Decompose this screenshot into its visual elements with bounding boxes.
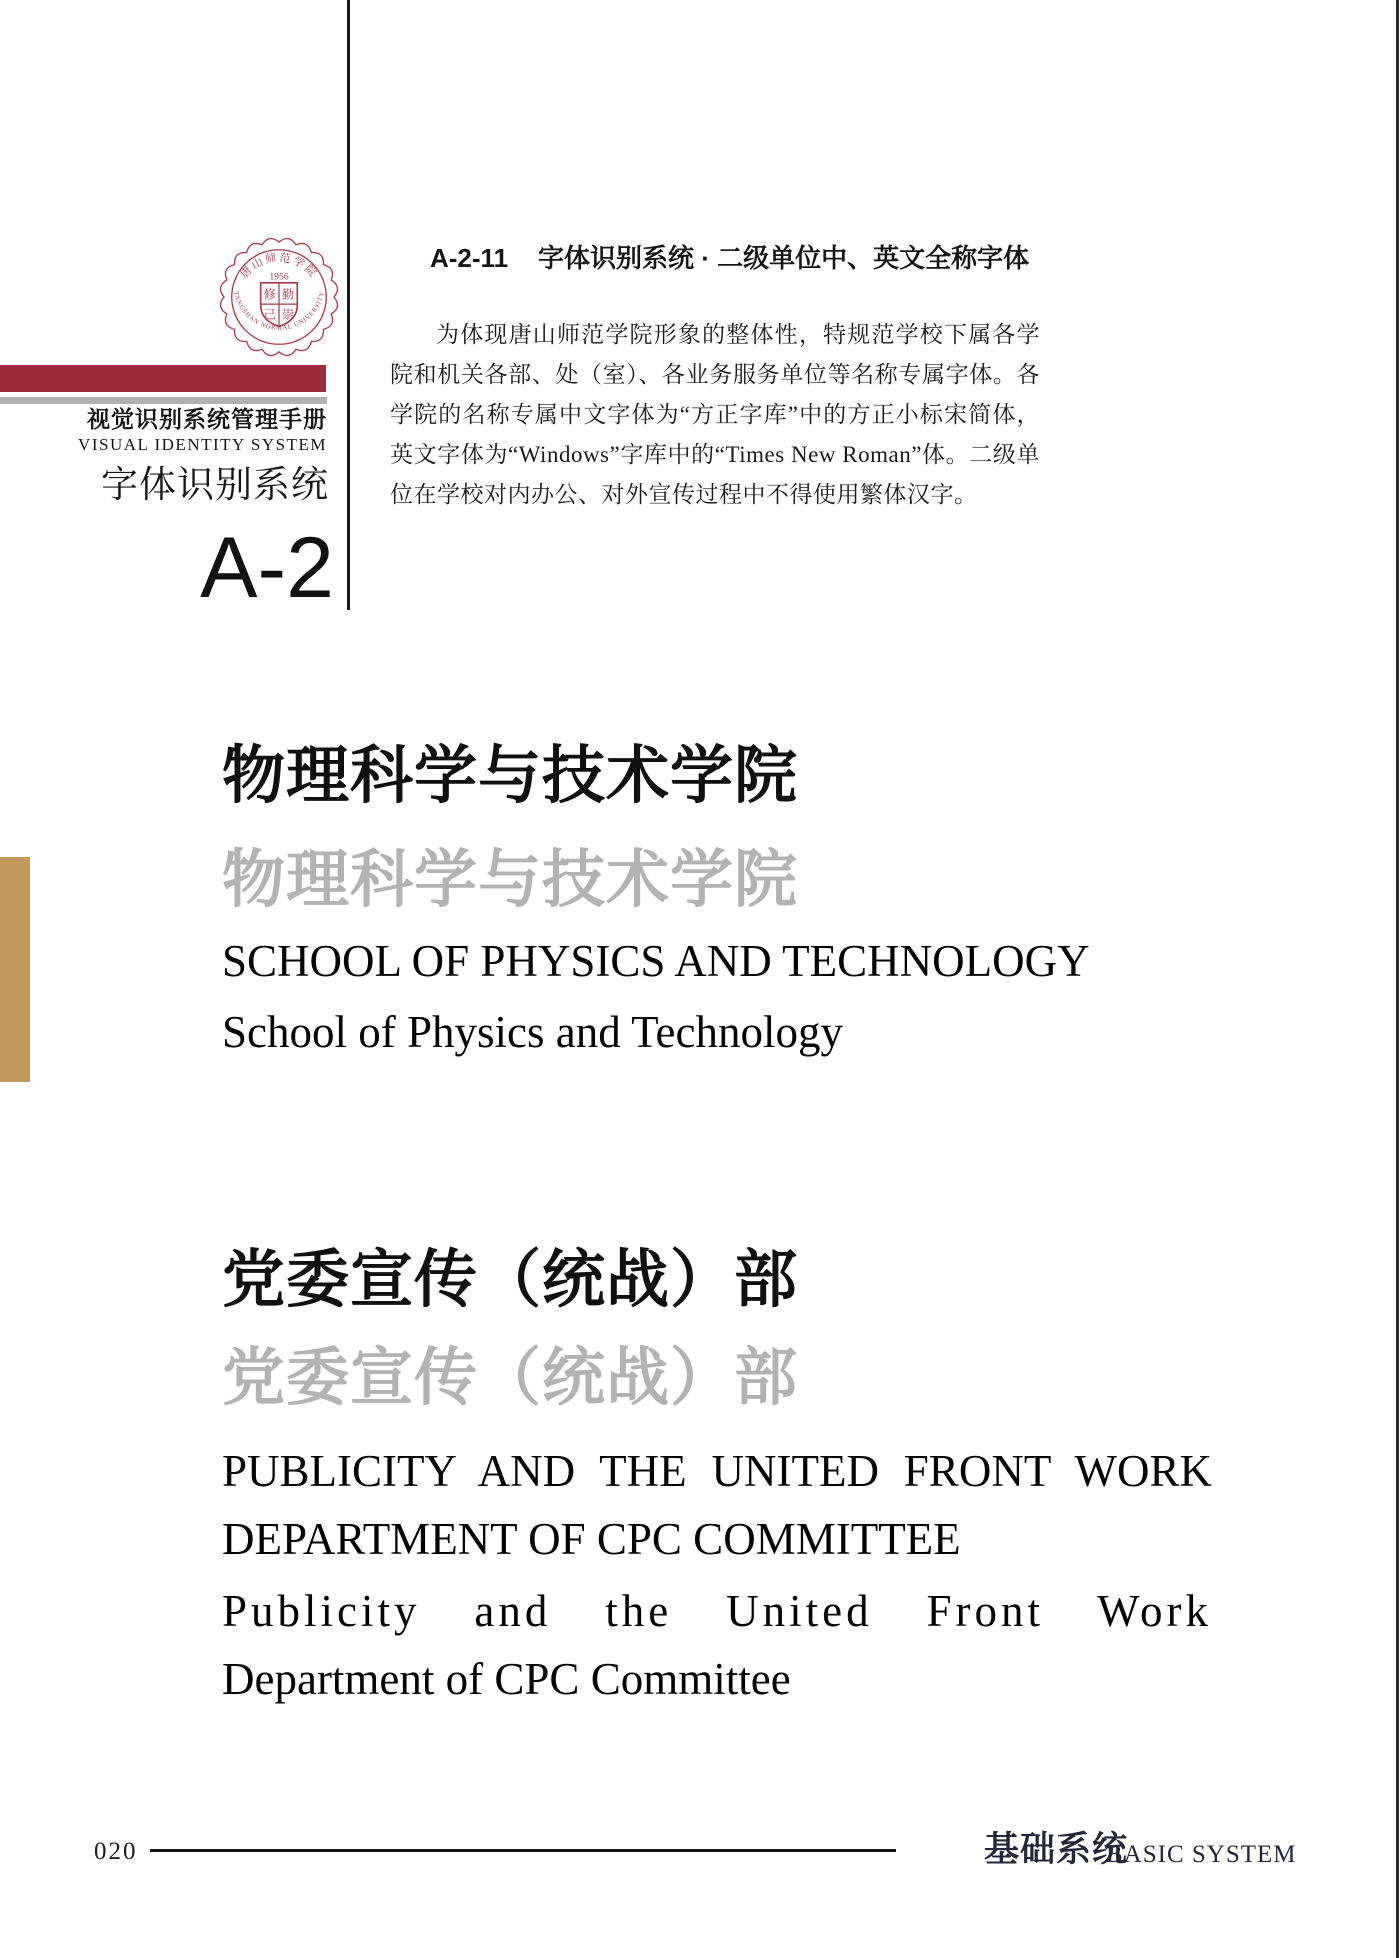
sample1-en-mixed: School of Physics and Technology xyxy=(222,1007,843,1057)
page-right-edge-line xyxy=(1396,0,1399,1958)
sidebar-divider-line xyxy=(347,0,350,610)
university-seal-icon xyxy=(218,236,340,358)
sample1-cn-gray: 物理科学与技术学院 xyxy=(222,845,798,915)
seal-year: 1956 xyxy=(269,271,289,283)
sample1-cn-black: 物理科学与技术学院 xyxy=(222,741,798,811)
sample1-en-caps: SCHOOL OF PHYSICS AND TECHNOLOGY xyxy=(222,936,1090,986)
page-heading xyxy=(430,240,1029,276)
footer-section-en: BASIC SYSTEM xyxy=(1106,1841,1297,1868)
sidebar-section-title: 字体识别系统 xyxy=(101,464,329,505)
sidebar-gray-bar xyxy=(0,397,327,404)
heading-item-code: A-2-11 xyxy=(430,243,509,273)
sample2-en-mixed-line2: Department of CPC Committee xyxy=(222,1654,791,1704)
intro-paragraph: 为体现唐山师范学院形象的整体性，特规范学校下属各学院和机关各部、处（室）、各业务服务单位等名称专属字体。各学院的名称专属中文字体为“方正字库”中的方正小标宋简体，英文字体为“Windows”字库中的“Times New Roman”体。二级单位在学校对内办公、对外宣传过程中不得使用繁体汉字。 xyxy=(390,322,1040,507)
seal-shield-char-4: 崇 xyxy=(282,307,295,322)
seal-shield-char-2: 勤 xyxy=(282,287,295,302)
heading-item-title: 字体识别系统 · 二级单位中、英文全称字体 xyxy=(538,243,1030,273)
page-number: 020 xyxy=(94,1838,138,1865)
sample2-en-mixed-line1: Publicity and the United Front Work xyxy=(222,1586,1212,1636)
manual-title-cn: 视觉识别系统管理手册 xyxy=(87,407,327,432)
seal-shield-char-3: 己 xyxy=(263,307,276,322)
seal-university-en: TANGSHAN NORMAL UNIVERSITY xyxy=(231,290,327,332)
sample2-en-caps-line2: DEPARTMENT OF CPC COMMITTEE xyxy=(222,1514,961,1564)
sidebar-section-code: A-2 xyxy=(200,520,334,616)
manual-title-en: VISUAL IDENTITY SYSTEM xyxy=(78,435,327,454)
left-tan-bar xyxy=(0,857,30,1082)
seal-university-cn: 唐山师范学院 xyxy=(238,252,320,281)
sample2-cn-black: 党委宣传（统战）部 xyxy=(222,1245,798,1315)
footer-section-cn: 基础系统 xyxy=(984,1830,1129,1869)
footer-rule-line xyxy=(150,1849,896,1852)
sidebar-red-bar xyxy=(0,365,326,392)
sample2-en-caps-line1: PUBLICITY AND THE UNITED FRONT WORK xyxy=(222,1446,1212,1496)
seal-shield-char-1: 修 xyxy=(263,287,276,302)
sample2-cn-gray: 党委宣传（统战）部 xyxy=(222,1343,798,1413)
